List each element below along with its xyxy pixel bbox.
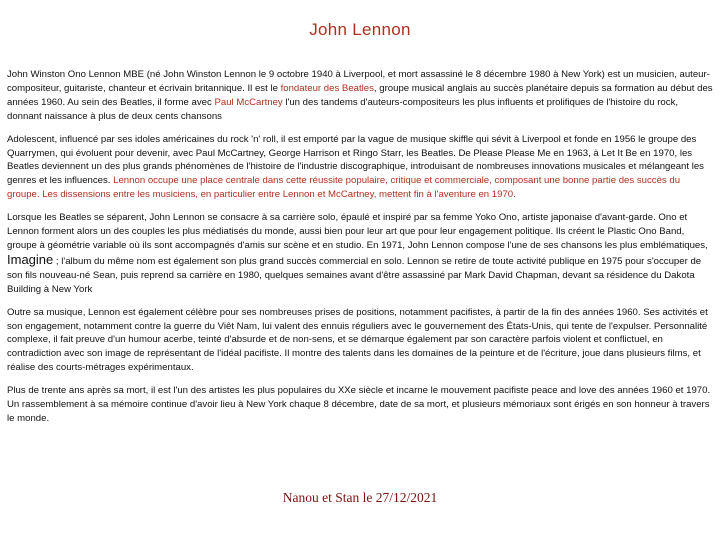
article-body xyxy=(7,68,713,435)
paragraph-intro xyxy=(7,68,713,124)
signature: Nanou et Stan le 27/12/2021 xyxy=(282,490,438,505)
paragraph-text: l'un des tandems d'auteurs-compositeurs les plus influents et prolifiques de l'histoire du rock, donnant naissance à plus de deux cents chansons xyxy=(7,96,679,122)
paragraph-text: , groupe musical anglais au succès planétaire depuis sa formation au début des années 1960. Au sein des Beatles, il forme avec xyxy=(7,82,713,108)
paragraph-text: ; l'album du même nom est également son plus grand succès commercial en solo. Lennon se retire de toute activité publique en 1975 pour s'occuper de son fils nouveau-né Sean, puis reprend sa carrière en 1980, quelques semaines avant d'être assassiné par Mark David Chapman, devant sa résidence du Dakota Building à New York xyxy=(7,255,702,295)
paragraph-text: Outre sa musique, Lennon est également célèbre pour ses nombreuses prises de positions, notamment pacifistes, à partir de la fin des années 1960. Ses activités et son engagement, notamment contre la guerre du Viêt Nam, lui valent des ennuis réguliers avec le gouvernement des États-Unis, qui tente de l'expulser. Personnalité complexe, il fait preuve d'un humour acerbe, teinté d'absurde et de non-sens, et se démarque également par son caractère parfois violent et conflictuel, en contradiction avec son image de représentant de l'idéal pacifiste. Il montre des talents dans les domaines de la peinture et de l'écriture, joue dans plusieurs films, et réalise des courts-métrages expérimentaux. xyxy=(7,306,708,374)
link-fondateur-beatles[interactable]: fondateur des Beatles xyxy=(280,82,374,94)
paragraph-legacy xyxy=(7,384,713,426)
paragraph-text: John Winston Ono Lennon MBE (né John Winston Lennon le 9 octobre 1940 à Liverpool, et mort assassiné le 8 décembre 1980 à New York) est un musicien, auteur-compositeur, guitariste, chanteur et écrivain britannique. Il est le xyxy=(7,69,710,94)
paragraph-text: Adolescent, influencé par ses idoles américaines du rock 'n' roll, il est emporté par la vague de musique skiffle qui sévit à Liverpool et fonde en 1956 le groupe des Quarrymen, qui évoluent pour devenir, avec Paul McCartney, George Harrison et Ringo Starr, les Beatles. De Please Please Me en 1963, à Let It Be en 1970, les Beatles deviennent un des plus grands phénomènes de l'histoire de l'industrie discographique, introduisant de nombreuses innovations musicales et mélangeant les genres et les influences. xyxy=(7,133,704,187)
paragraph-beatles xyxy=(7,133,713,203)
link-paul-mccartney[interactable]: Paul McCartney xyxy=(214,96,283,108)
paragraph-text: Plus de trente ans après sa mort, il est l'un des artistes les plus populaires du XXe siècle et incarne le mouvement pacifiste peace and love des années 1960 et 1970. Un rassemblement à sa mémoire continue d'avoir lieu à New York chaque 8 décembre, date de sa mort, et plusieurs mémoriaux sont érigés en son honneur à travers le monde. xyxy=(7,385,711,424)
highlighted-text: Lennon occupe une place centrale dans cette réussite populaire, critique et commerciale, composant une bonne partie des succès du groupe. Les dissensions entre les musiciens, en particulier entre Lennon et McCartney, mettent fin à l'aventure en 1970. xyxy=(7,175,681,201)
paragraph-activism xyxy=(7,306,713,376)
paragraph-text: Lorsque les Beatles se séparent, John Lennon se consacre à sa carrière solo, épaulé et inspiré par sa femme Yoko Ono, artiste japonaise d'avant-garde. Ono et Lennon forment alors un des couples les plus médiatisés du monde, aussi bien pour leur art que pour leur engagement politique. Ils créent le Plastic Ono Band, groupe à géométrie variable où ils sont accompagnés d'amis sur scène et en studio. En 1971, John Lennon compose l'une de ses chansons les plus emblématiques, xyxy=(7,212,708,251)
imagine-title: Imagine xyxy=(7,251,54,267)
paragraph-solo xyxy=(7,211,713,296)
page-title: John Lennon xyxy=(309,20,411,39)
